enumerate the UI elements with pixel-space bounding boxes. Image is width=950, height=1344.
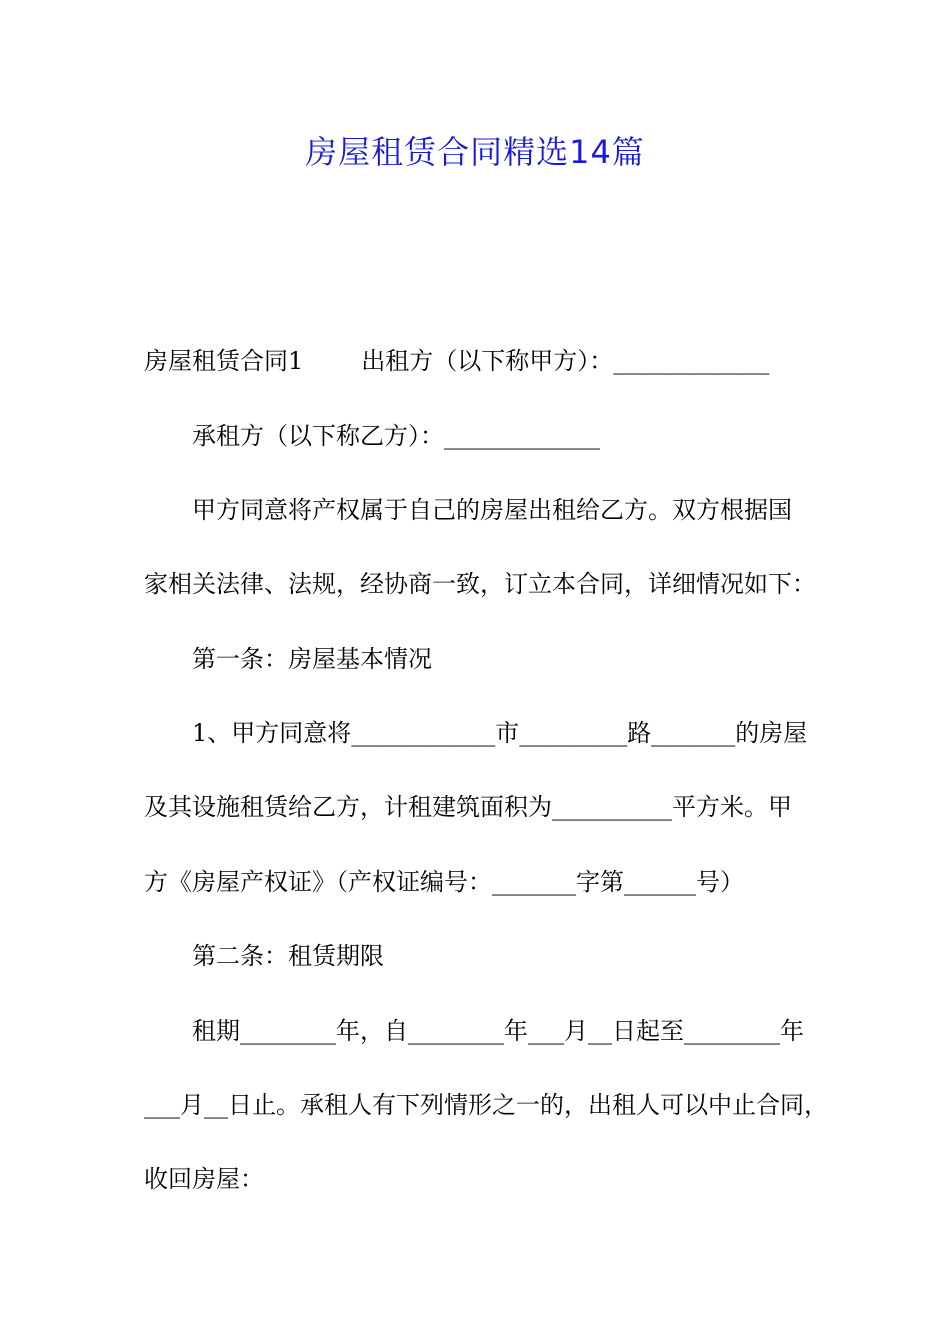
paragraph-line: 1、甲方同意将____________市_________路_______的房屋 xyxy=(192,719,808,747)
lessor-field: 出租方（以下称甲方）：_____________ xyxy=(361,347,770,375)
paragraph-line: 甲方同意将产权属于自己的房屋出租给乙方。双方根据国 xyxy=(192,496,792,524)
paragraph-line: ___月__日止。承租人有下列情形之一的，出租人可以中止合同， xyxy=(144,1091,828,1119)
paragraph-line: 及其设施租赁给乙方，计租建筑面积为__________平方米。甲 xyxy=(144,793,792,821)
lessee-field: 承租方（以下称乙方）：_____________ xyxy=(192,422,600,450)
contract-number: 房屋租赁合同1 xyxy=(144,347,304,375)
contract-heading-line xyxy=(144,344,814,378)
paragraph-line: 收回房屋： xyxy=(144,1165,264,1193)
paragraph-line: 方《房屋产权证》（产权证编号：_______字第______号） xyxy=(144,868,744,896)
paragraph-line: 家相关法律、法规，经协商一致，订立本合同，详细情况如下： xyxy=(144,570,816,598)
paragraph-line: 租期________年，自________年___月__日起至________年 xyxy=(192,1017,804,1045)
document-title: 房屋租赁合同精选14篇 xyxy=(305,133,645,171)
article-heading: 第一条：房屋基本情况 xyxy=(192,645,432,673)
article-heading: 第二条：租赁期限 xyxy=(192,942,384,970)
